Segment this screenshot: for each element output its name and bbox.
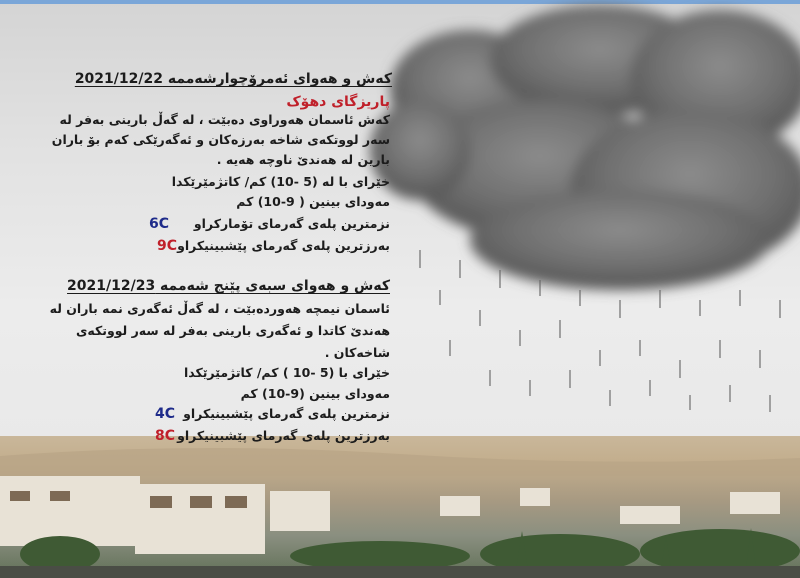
day1-visibility: مەودای بینین ( 9-10) کم [236, 194, 390, 209]
day1-header: کەش و هەوای ئەمرۆچوارشەممە 2021/12/22 [74, 71, 392, 87]
day2-header: کەش و هەوای سبەی پێنج شەممە 2021/12/23 [67, 278, 390, 294]
day2-desc-line3: شاخەکان . [324, 345, 390, 360]
day2-wind: خێرای با (5 -10 ) کم/ کاتژمێرێکدا [183, 365, 390, 380]
day1-desc-line1: کەش ئاسمان هەوراوی دەبێت ، لە گەڵ بارینی بەفر لە [59, 112, 390, 127]
day1-max-value: 9C [157, 238, 178, 254]
day2-max-label: بەرزترین پلەی گەرمای پێشبینیکراو [177, 428, 390, 443]
day2-min-value: 4C [155, 406, 176, 422]
day1-desc-line3: بارین لە هەندێ ناوچە هەیە . [216, 152, 390, 167]
day1-region: پاریزگای دهۆک [286, 94, 390, 110]
day2-max-value: 8C [155, 428, 176, 444]
day2-visibility: مەودای بینین (9-10) کم [240, 386, 390, 401]
city-buildings-illustration [0, 436, 800, 578]
day1-desc-line2: سەر لووتکەی شاخە بەرزەکان و ئەگەرێکی کەم بۆ باران [51, 132, 390, 147]
day2-desc-line2: هەندێ کاتدا و ئەگەری بارینی بەفر لە سەر لووتکەی [75, 323, 390, 338]
day2-min-label: نزمترین پلەی گەرمای پێشبینیکراو [183, 406, 390, 421]
day1-max-label: بەرزترین پلەی گەرمای پێشبینیکراو [177, 238, 390, 253]
day1-min-value: 6C [149, 216, 170, 232]
rain-cloud-illustration [360, 0, 800, 420]
day2-desc-line1: ئاسمان نیمچە هەوردەبێت ، لە گەڵ ئەگەری نمە باران لە [49, 301, 390, 316]
day1-min-label: نزمترین پلەی گەرمای تۆمارکراو [193, 216, 390, 231]
day1-wind: خێرای با لە (5 -10) کم/ کاتژمێرێکدا [171, 174, 390, 189]
